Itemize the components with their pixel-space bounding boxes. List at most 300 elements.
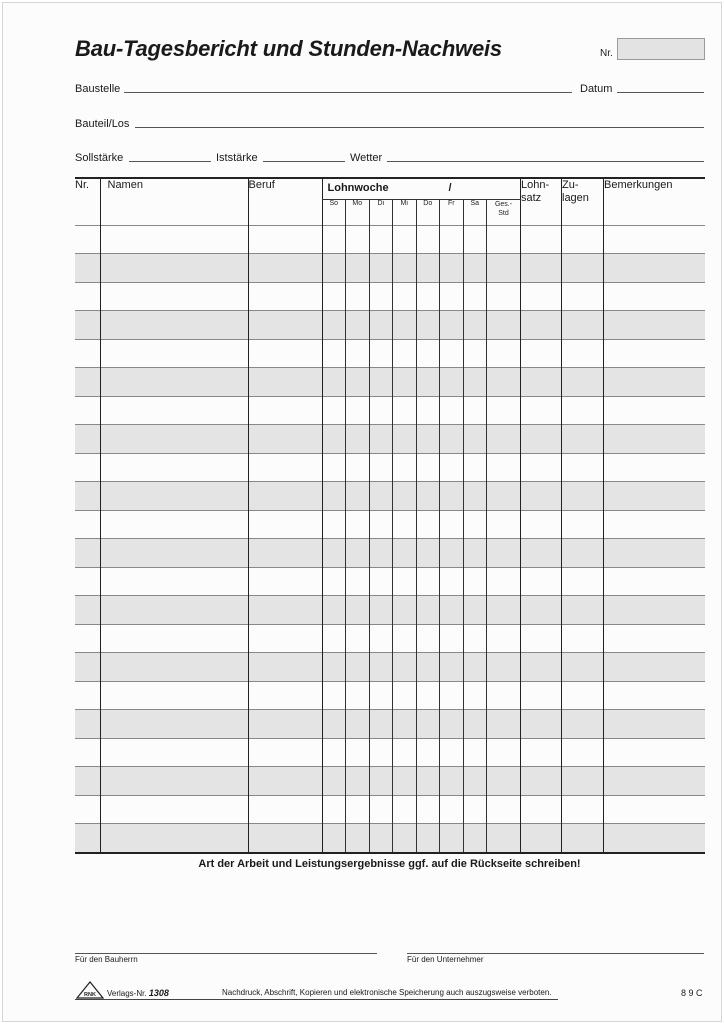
table-cell[interactable] (440, 681, 464, 710)
table-cell[interactable] (75, 767, 100, 796)
table-cell[interactable] (440, 311, 464, 340)
table-cell[interactable] (604, 539, 705, 568)
table-cell[interactable] (369, 738, 393, 767)
table-cell[interactable] (248, 510, 322, 539)
table-cell[interactable] (346, 795, 370, 824)
table-cell[interactable] (369, 225, 393, 254)
table-cell[interactable] (75, 254, 100, 283)
table-cell[interactable] (521, 596, 562, 625)
table-cell[interactable] (463, 425, 487, 454)
table-cell[interactable] (248, 767, 322, 796)
table-cell[interactable] (604, 710, 705, 739)
table-cell[interactable] (100, 624, 248, 653)
table-cell[interactable] (322, 482, 346, 511)
table-cell[interactable] (369, 539, 393, 568)
table-cell[interactable] (393, 738, 417, 767)
table-cell[interactable] (562, 795, 604, 824)
table-cell[interactable] (440, 653, 464, 682)
table-cell[interactable] (440, 710, 464, 739)
table-cell[interactable] (248, 653, 322, 682)
table-cell[interactable] (604, 425, 705, 454)
table-cell[interactable] (75, 824, 100, 853)
table-cell[interactable] (562, 339, 604, 368)
table-cell[interactable] (604, 596, 705, 625)
table-cell[interactable] (346, 396, 370, 425)
unternehmer-signature-line[interactable] (407, 953, 704, 954)
table-cell[interactable] (440, 482, 464, 511)
table-cell[interactable] (100, 425, 248, 454)
table-cell[interactable] (248, 596, 322, 625)
table-cell[interactable] (487, 396, 521, 425)
table-cell[interactable] (322, 539, 346, 568)
table-cell[interactable] (393, 254, 417, 283)
table-cell[interactable] (393, 795, 417, 824)
table-cell[interactable] (75, 681, 100, 710)
table-cell[interactable] (521, 368, 562, 397)
table-cell[interactable] (604, 254, 705, 283)
nr-input-box[interactable] (617, 38, 705, 60)
table-cell[interactable] (440, 738, 464, 767)
table-cell[interactable] (440, 795, 464, 824)
table-cell[interactable] (322, 311, 346, 340)
table-cell[interactable] (463, 254, 487, 283)
table-cell[interactable] (322, 710, 346, 739)
table-cell[interactable] (521, 396, 562, 425)
table-cell[interactable] (346, 767, 370, 796)
bauteil-line[interactable] (135, 127, 704, 128)
table-cell[interactable] (75, 710, 100, 739)
table-cell[interactable] (100, 282, 248, 311)
table-cell[interactable] (248, 339, 322, 368)
table-cell[interactable] (562, 396, 604, 425)
table-cell[interactable] (463, 339, 487, 368)
table-cell[interactable] (562, 653, 604, 682)
table-cell[interactable] (416, 254, 440, 283)
table-cell[interactable] (322, 567, 346, 596)
table-cell[interactable] (440, 510, 464, 539)
table-cell[interactable] (521, 510, 562, 539)
table-cell[interactable] (100, 254, 248, 283)
table-cell[interactable] (521, 738, 562, 767)
table-cell[interactable] (463, 368, 487, 397)
table-cell[interactable] (346, 710, 370, 739)
table-cell[interactable] (322, 254, 346, 283)
table-cell[interactable] (463, 482, 487, 511)
table-cell[interactable] (487, 539, 521, 568)
table-cell[interactable] (322, 653, 346, 682)
table-cell[interactable] (322, 339, 346, 368)
table-cell[interactable] (393, 596, 417, 625)
table-cell[interactable] (416, 624, 440, 653)
table-cell[interactable] (440, 624, 464, 653)
table-cell[interactable] (562, 539, 604, 568)
table-cell[interactable] (604, 624, 705, 653)
table-cell[interactable] (248, 311, 322, 340)
table-cell[interactable] (369, 482, 393, 511)
table-cell[interactable] (562, 710, 604, 739)
table-cell[interactable] (416, 425, 440, 454)
table-cell[interactable] (248, 795, 322, 824)
table-cell[interactable] (369, 311, 393, 340)
table-cell[interactable] (463, 624, 487, 653)
table-cell[interactable] (562, 824, 604, 853)
table-cell[interactable] (604, 824, 705, 853)
table-cell[interactable] (521, 225, 562, 254)
table-cell[interactable] (346, 425, 370, 454)
table-cell[interactable] (562, 311, 604, 340)
table-cell[interactable] (100, 738, 248, 767)
table-cell[interactable] (487, 339, 521, 368)
table-cell[interactable] (604, 767, 705, 796)
table-cell[interactable] (393, 368, 417, 397)
table-cell[interactable] (346, 225, 370, 254)
table-cell[interactable] (487, 738, 521, 767)
table-cell[interactable] (322, 624, 346, 653)
table-cell[interactable] (100, 225, 248, 254)
table-cell[interactable] (487, 567, 521, 596)
table-cell[interactable] (248, 681, 322, 710)
table-cell[interactable] (604, 396, 705, 425)
table-cell[interactable] (487, 482, 521, 511)
table-cell[interactable] (322, 453, 346, 482)
table-cell[interactable] (322, 368, 346, 397)
table-cell[interactable] (369, 795, 393, 824)
table-cell[interactable] (562, 767, 604, 796)
table-cell[interactable] (248, 710, 322, 739)
table-cell[interactable] (562, 254, 604, 283)
table-cell[interactable] (100, 710, 248, 739)
table-cell[interactable] (100, 453, 248, 482)
table-cell[interactable] (369, 824, 393, 853)
table-cell[interactable] (393, 282, 417, 311)
table-cell[interactable] (322, 738, 346, 767)
table-cell[interactable] (75, 225, 100, 254)
table-cell[interactable] (562, 624, 604, 653)
bauherr-signature-line[interactable] (75, 953, 377, 954)
table-cell[interactable] (463, 567, 487, 596)
table-cell[interactable] (75, 567, 100, 596)
table-cell[interactable] (416, 453, 440, 482)
table-cell[interactable] (463, 396, 487, 425)
table-cell[interactable] (346, 510, 370, 539)
wetter-line[interactable] (387, 161, 704, 162)
table-cell[interactable] (562, 453, 604, 482)
table-cell[interactable] (416, 339, 440, 368)
table-cell[interactable] (487, 282, 521, 311)
table-cell[interactable] (393, 339, 417, 368)
table-cell[interactable] (487, 653, 521, 682)
table-cell[interactable] (369, 624, 393, 653)
table-cell[interactable] (521, 624, 562, 653)
table-cell[interactable] (346, 482, 370, 511)
table-cell[interactable] (416, 653, 440, 682)
table-cell[interactable] (346, 596, 370, 625)
table-cell[interactable] (463, 795, 487, 824)
table-cell[interactable] (346, 539, 370, 568)
table-cell[interactable] (322, 795, 346, 824)
table-cell[interactable] (487, 510, 521, 539)
table-cell[interactable] (604, 339, 705, 368)
table-cell[interactable] (75, 482, 100, 511)
table-cell[interactable] (100, 824, 248, 853)
table-cell[interactable] (604, 311, 705, 340)
table-cell[interactable] (604, 567, 705, 596)
table-cell[interactable] (463, 282, 487, 311)
table-cell[interactable] (75, 396, 100, 425)
table-cell[interactable] (369, 596, 393, 625)
table-cell[interactable] (440, 539, 464, 568)
table-cell[interactable] (521, 339, 562, 368)
table-cell[interactable] (322, 596, 346, 625)
table-cell[interactable] (521, 653, 562, 682)
table-cell[interactable] (487, 710, 521, 739)
table-cell[interactable] (393, 653, 417, 682)
table-cell[interactable] (440, 282, 464, 311)
table-cell[interactable] (604, 653, 705, 682)
table-cell[interactable] (604, 681, 705, 710)
table-cell[interactable] (100, 482, 248, 511)
table-cell[interactable] (322, 396, 346, 425)
table-cell[interactable] (604, 368, 705, 397)
table-cell[interactable] (416, 510, 440, 539)
table-cell[interactable] (393, 539, 417, 568)
table-cell[interactable] (322, 225, 346, 254)
table-cell[interactable] (248, 425, 322, 454)
table-cell[interactable] (416, 795, 440, 824)
table-cell[interactable] (604, 282, 705, 311)
table-cell[interactable] (322, 282, 346, 311)
table-cell[interactable] (346, 254, 370, 283)
table-cell[interactable] (440, 368, 464, 397)
table-cell[interactable] (393, 824, 417, 853)
table-cell[interactable] (416, 710, 440, 739)
table-cell[interactable] (322, 824, 346, 853)
table-cell[interactable] (487, 596, 521, 625)
table-cell[interactable] (562, 596, 604, 625)
table-cell[interactable] (248, 368, 322, 397)
table-cell[interactable] (369, 339, 393, 368)
table-cell[interactable] (521, 795, 562, 824)
table-cell[interactable] (604, 795, 705, 824)
table-cell[interactable] (75, 795, 100, 824)
table-cell[interactable] (248, 396, 322, 425)
table-cell[interactable] (75, 624, 100, 653)
table-cell[interactable] (521, 425, 562, 454)
table-cell[interactable] (416, 738, 440, 767)
table-cell[interactable] (416, 767, 440, 796)
table-cell[interactable] (463, 681, 487, 710)
table-cell[interactable] (416, 482, 440, 511)
table-cell[interactable] (463, 596, 487, 625)
table-cell[interactable] (463, 311, 487, 340)
table-cell[interactable] (463, 453, 487, 482)
table-cell[interactable] (75, 510, 100, 539)
table-cell[interactable] (463, 225, 487, 254)
table-cell[interactable] (521, 681, 562, 710)
table-cell[interactable] (369, 254, 393, 283)
table-cell[interactable] (248, 624, 322, 653)
table-cell[interactable] (75, 539, 100, 568)
table-cell[interactable] (393, 567, 417, 596)
table-cell[interactable] (440, 567, 464, 596)
table-cell[interactable] (248, 254, 322, 283)
table-cell[interactable] (346, 282, 370, 311)
table-cell[interactable] (521, 539, 562, 568)
table-cell[interactable] (463, 653, 487, 682)
table-cell[interactable] (393, 767, 417, 796)
table-cell[interactable] (369, 453, 393, 482)
table-cell[interactable] (440, 225, 464, 254)
table-cell[interactable] (346, 653, 370, 682)
table-cell[interactable] (369, 396, 393, 425)
table-cell[interactable] (487, 368, 521, 397)
iststaerke-line[interactable] (263, 161, 345, 162)
table-cell[interactable] (562, 738, 604, 767)
table-cell[interactable] (440, 396, 464, 425)
table-cell[interactable] (100, 396, 248, 425)
table-cell[interactable] (248, 738, 322, 767)
table-cell[interactable] (75, 653, 100, 682)
table-cell[interactable] (440, 339, 464, 368)
table-cell[interactable] (393, 425, 417, 454)
table-cell[interactable] (487, 681, 521, 710)
table-cell[interactable] (416, 396, 440, 425)
table-cell[interactable] (604, 510, 705, 539)
table-cell[interactable] (487, 624, 521, 653)
table-cell[interactable] (487, 425, 521, 454)
table-cell[interactable] (463, 539, 487, 568)
table-cell[interactable] (463, 767, 487, 796)
table-cell[interactable] (416, 567, 440, 596)
table-cell[interactable] (521, 311, 562, 340)
table-cell[interactable] (322, 510, 346, 539)
table-cell[interactable] (521, 767, 562, 796)
table-cell[interactable] (440, 596, 464, 625)
table-cell[interactable] (487, 824, 521, 853)
table-cell[interactable] (100, 539, 248, 568)
table-cell[interactable] (440, 453, 464, 482)
table-cell[interactable] (346, 681, 370, 710)
table-cell[interactable] (100, 681, 248, 710)
table-cell[interactable] (369, 653, 393, 682)
table-cell[interactable] (346, 824, 370, 853)
table-cell[interactable] (75, 339, 100, 368)
table-cell[interactable] (521, 710, 562, 739)
table-cell[interactable] (562, 681, 604, 710)
table-cell[interactable] (440, 254, 464, 283)
table-cell[interactable] (463, 710, 487, 739)
table-cell[interactable] (75, 282, 100, 311)
table-cell[interactable] (100, 510, 248, 539)
table-cell[interactable] (346, 453, 370, 482)
table-cell[interactable] (369, 282, 393, 311)
table-cell[interactable] (521, 453, 562, 482)
table-cell[interactable] (369, 425, 393, 454)
table-cell[interactable] (393, 624, 417, 653)
table-cell[interactable] (463, 510, 487, 539)
table-cell[interactable] (416, 596, 440, 625)
table-cell[interactable] (393, 681, 417, 710)
table-cell[interactable] (416, 311, 440, 340)
table-cell[interactable] (487, 225, 521, 254)
table-cell[interactable] (100, 795, 248, 824)
table-cell[interactable] (369, 710, 393, 739)
table-cell[interactable] (562, 225, 604, 254)
table-cell[interactable] (100, 767, 248, 796)
table-cell[interactable] (562, 510, 604, 539)
table-cell[interactable] (416, 368, 440, 397)
table-cell[interactable] (562, 282, 604, 311)
table-cell[interactable] (604, 738, 705, 767)
table-cell[interactable] (487, 254, 521, 283)
table-cell[interactable] (346, 567, 370, 596)
table-cell[interactable] (604, 482, 705, 511)
table-cell[interactable] (562, 482, 604, 511)
table-cell[interactable] (393, 710, 417, 739)
table-cell[interactable] (440, 425, 464, 454)
table-cell[interactable] (75, 738, 100, 767)
table-cell[interactable] (369, 368, 393, 397)
table-cell[interactable] (248, 482, 322, 511)
baustelle-line[interactable] (124, 92, 572, 93)
table-cell[interactable] (604, 225, 705, 254)
table-cell[interactable] (248, 453, 322, 482)
table-cell[interactable] (393, 396, 417, 425)
table-cell[interactable] (562, 368, 604, 397)
table-cell[interactable] (487, 311, 521, 340)
table-cell[interactable] (562, 567, 604, 596)
table-cell[interactable] (521, 482, 562, 511)
table-cell[interactable] (75, 311, 100, 340)
table-cell[interactable] (75, 425, 100, 454)
table-cell[interactable] (75, 368, 100, 397)
table-cell[interactable] (346, 738, 370, 767)
sollstaerke-line[interactable] (129, 161, 211, 162)
table-cell[interactable] (346, 624, 370, 653)
table-cell[interactable] (369, 767, 393, 796)
table-cell[interactable] (248, 225, 322, 254)
table-cell[interactable] (393, 482, 417, 511)
table-cell[interactable] (369, 510, 393, 539)
table-cell[interactable] (393, 453, 417, 482)
table-cell[interactable] (75, 596, 100, 625)
table-cell[interactable] (75, 453, 100, 482)
table-cell[interactable] (100, 339, 248, 368)
table-cell[interactable] (100, 596, 248, 625)
table-cell[interactable] (463, 738, 487, 767)
table-cell[interactable] (562, 425, 604, 454)
table-cell[interactable] (487, 453, 521, 482)
table-cell[interactable] (248, 539, 322, 568)
table-cell[interactable] (100, 311, 248, 340)
table-cell[interactable] (416, 824, 440, 853)
table-cell[interactable] (393, 225, 417, 254)
table-cell[interactable] (100, 368, 248, 397)
table-cell[interactable] (346, 368, 370, 397)
datum-line[interactable] (617, 92, 704, 93)
table-cell[interactable] (416, 282, 440, 311)
table-cell[interactable] (346, 311, 370, 340)
table-cell[interactable] (346, 339, 370, 368)
table-cell[interactable] (521, 567, 562, 596)
table-cell[interactable] (416, 539, 440, 568)
table-cell[interactable] (248, 824, 322, 853)
table-cell[interactable] (440, 767, 464, 796)
table-cell[interactable] (463, 824, 487, 853)
table-cell[interactable] (322, 681, 346, 710)
table-cell[interactable] (487, 795, 521, 824)
table-cell[interactable] (521, 254, 562, 283)
